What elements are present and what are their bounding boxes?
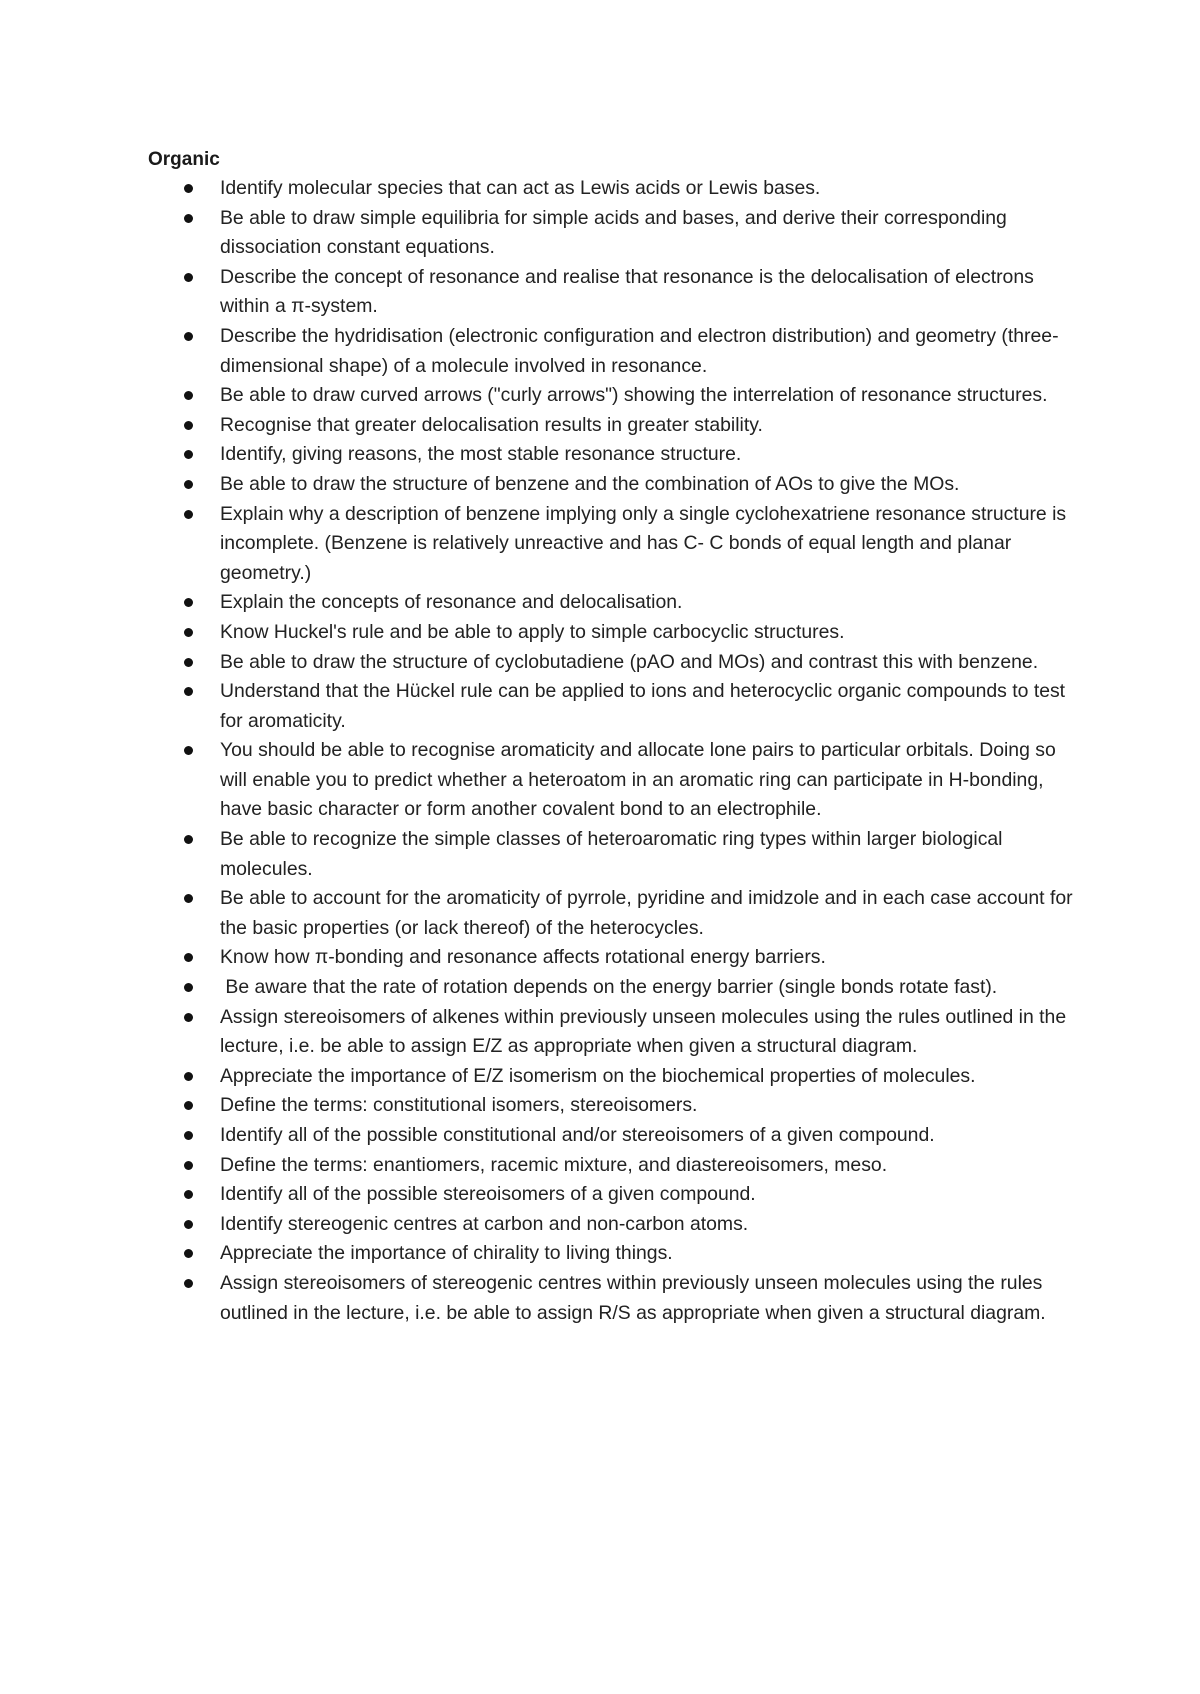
list-item: [148, 736, 1078, 825]
bullet-icon: [184, 1190, 193, 1199]
list-item: [148, 204, 1078, 263]
bullet-icon: [184, 1249, 193, 1258]
bullet-icon: [184, 273, 193, 282]
list-item-text: Be able to draw curved arrows ("curly arrows") showing the interrelation of resonance structures.: [220, 384, 1048, 407]
list-item: [148, 1269, 1078, 1328]
objectives-list: [148, 174, 1078, 1328]
list-item-text: Assign stereoisomers of stereogenic centres within previously unseen molecules using the rules outlined in the lecture, i.e. be able to assign R/S as appropriate when given a structural diagram.: [220, 1271, 1048, 1324]
list-item: [148, 677, 1078, 736]
list-item: [148, 884, 1078, 943]
bullet-icon: [184, 1220, 193, 1229]
list-item: [148, 470, 1078, 500]
list-item-text: Be able to draw simple equilibria for simple acids and bases, and derive their corresponding dissociation constant equations.: [220, 206, 1013, 259]
bullet-icon: [184, 953, 193, 962]
bullet-icon: [184, 184, 193, 193]
bullet-icon: [184, 214, 193, 223]
document-content: [148, 146, 1078, 1328]
list-item-text: You should be able to recognise aromaticity and allocate lone pairs to particular orbitals. Doing so will enable you to predict whether a heteroatom in an aromatic ring can participate in H-bonding, have basic character or form another covalent bond to an electrophile.: [220, 739, 1062, 821]
list-item-text: Explain the concepts of resonance and delocalisation.: [220, 591, 683, 614]
list-item-text: Be aware that the rate of rotation depends on the energy barrier (single bonds rotate fast).: [220, 976, 998, 999]
section-heading: Organic: [148, 149, 220, 170]
list-item: [148, 411, 1078, 441]
list-item-text: Assign stereoisomers of alkenes within previously unseen molecules using the rules outlined in the lecture, i.e. be able to assign E/Z as appropriate when given a structural diagram.: [220, 1005, 1072, 1058]
list-item-text: Be able to draw the structure of cyclobutadiene (pAO and MOs) and contrast this with benzene.: [220, 650, 1039, 673]
list-item: [148, 973, 1078, 1003]
bullet-icon: [184, 1279, 193, 1288]
list-item-text: Identify, giving reasons, the most stable resonance structure.: [220, 443, 742, 466]
list-item: [148, 1210, 1078, 1240]
bullet-icon: [184, 746, 193, 755]
bullet-icon: [184, 391, 193, 400]
list-item-text: Know how π-bonding and resonance affects rotational energy barriers.: [220, 946, 826, 969]
list-item: [148, 174, 1078, 204]
bullet-icon: [184, 1161, 193, 1170]
bullet-icon: [184, 835, 193, 844]
list-item: [148, 1151, 1078, 1181]
bullet-icon: [184, 628, 193, 637]
list-item-text: Identify all of the possible constitutional and/or stereoisomers of a given compound.: [220, 1124, 935, 1146]
list-item: [148, 263, 1078, 322]
list-item: [148, 648, 1078, 678]
list-item-text: Know Huckel's rule and be able to apply to simple carbocyclic structures.: [220, 620, 845, 643]
list-item-text: Define the terms: enantiomers, racemic mixture, and diastereoisomers, meso.: [220, 1153, 888, 1176]
list-item: [148, 322, 1078, 381]
bullet-icon: [184, 450, 193, 459]
list-item: [148, 1239, 1078, 1269]
bullet-icon: [184, 983, 193, 992]
list-item: [148, 381, 1078, 411]
list-item-text: Define the terms: constitutional isomers, stereoisomers.: [220, 1094, 698, 1117]
list-item-text: Appreciate the importance of chirality to living things.: [220, 1242, 673, 1265]
bullet-icon: [184, 687, 193, 696]
bullet-icon: [184, 1101, 193, 1110]
list-item: [148, 825, 1078, 884]
bullet-icon: [184, 480, 193, 489]
list-item-text: Identify stereogenic centres at carbon and non-carbon atoms.: [220, 1212, 749, 1235]
list-item: [148, 500, 1078, 589]
list-item: [148, 1121, 1078, 1151]
list-item: [148, 1180, 1078, 1210]
list-item-text: Be able to account for the aromaticity of pyrrole, pyridine and imidzole and in each case account for the basic properties (or lack thereof) of the heterocycles.: [220, 887, 1078, 939]
list-item-text: Appreciate the importance of E/Z isomerism on the biochemical properties of molecules.: [220, 1064, 976, 1087]
list-item-text: Understand that the Hückel rule can be applied to ions and heterocyclic organic compounds to test for aromaticity.: [220, 680, 1071, 732]
list-item-text: Identify all of the possible stereoisomers of a given compound.: [220, 1183, 756, 1206]
list-item-text: Recognise that greater delocalisation results in greater stability.: [220, 413, 763, 436]
list-item-text: Describe the hydridisation (electronic configuration and electron distribution) and geometry (three-dimensional shape) of a molecule involved in resonance.: [220, 324, 1059, 377]
bullet-icon: [184, 1072, 193, 1081]
bullet-icon: [184, 658, 193, 667]
list-item: [148, 440, 1078, 470]
list-item-text: Describe the concept of resonance and realise that resonance is the delocalisation of electrons within a π-system.: [220, 265, 1040, 318]
list-item: [148, 588, 1078, 618]
list-item: [148, 1062, 1078, 1092]
list-item-text: Be able to recognize the simple classes of heteroaromatic ring types within larger biological molecules.: [220, 828, 1008, 880]
bullet-icon: [184, 332, 193, 341]
bullet-icon: [184, 598, 193, 607]
list-item: [148, 1003, 1078, 1062]
list-item: [148, 1091, 1078, 1121]
bullet-icon: [184, 894, 193, 903]
bullet-icon: [184, 1013, 193, 1022]
bullet-icon: [184, 421, 193, 430]
bullet-icon: [184, 1131, 193, 1140]
list-item: [148, 618, 1078, 648]
list-item: [148, 943, 1078, 973]
list-item-text: Be able to draw the structure of benzene and the combination of AOs to give the MOs.: [220, 472, 960, 495]
list-item-text: Explain why a description of benzene implying only a single cyclohexatriene resonance structure is incomplete. (Benzene is relatively unreactive and has C- C bonds of equal length and planar geometry.): [220, 502, 1072, 584]
bullet-icon: [184, 510, 193, 519]
list-item-text: Identify molecular species that can act as Lewis acids or Lewis bases.: [220, 177, 821, 199]
